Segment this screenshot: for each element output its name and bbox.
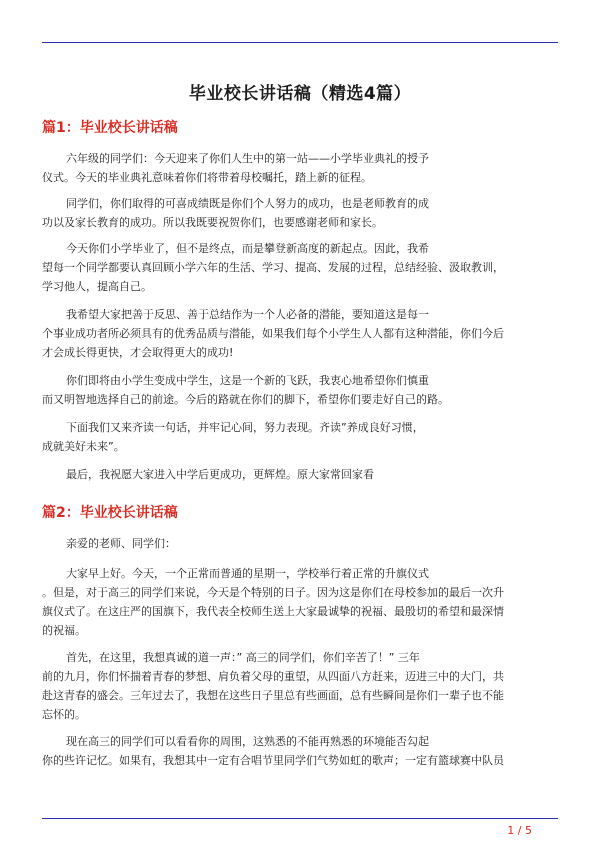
page-number: 1 / 5 [507,824,532,837]
paragraph-line: 。但是，对于高三的同学们来说，今天是个特别的日子。因为这是你们在母校参加的最后一次升 [42,586,504,599]
paragraph [42,149,558,187]
paragraph-line: 忘怀的。 [42,708,86,721]
header-rule [42,42,558,43]
footer-rule [42,818,558,819]
paragraph [42,194,558,232]
paragraph-line: 我希望大家把善于反思、善于总结作为一个人必备的潜能，要知道这是每一 [66,308,429,321]
paragraph-line: 望每一个同学都要认真回顾小学六年的生活、学习、提高、发展的过程，总结经验、汲取教训， [42,261,504,274]
paragraph-line: 的祝福。 [42,624,86,637]
paragraph-line: 个事业成功者所必须具有的优秀品质与潜能，如果我们每个小学生人人都有这种潜能，你们今后 [42,327,504,340]
paragraph [42,305,558,362]
paragraph [42,732,558,770]
paragraph-line: 前的九月，你们怀揣着青春的梦想、肩负着父母的重望，从四面八方赶来，迈进三中的大门，共 [42,670,504,683]
paragraph-line: 旗仪式了。在这庄严的国旗下，我代表全校师生送上大家最诚挚的祝福、最殷切的希望和最深情 [42,605,504,618]
paragraph [42,534,558,553]
paragraph [42,465,558,484]
section-heading-1: 篇1：毕业校长讲话稿 [42,120,178,136]
paragraph-line: 功以及家长教育的成功。所以我既要祝贺你们，也要感谢老师和家长。 [42,216,383,229]
paragraph-line: 今天你们小学毕业了，但不是终点，而是攀登新高度的新起点。因此，我希 [66,242,429,255]
paragraph [42,648,558,724]
paragraph-line: 最后，我祝愿大家进入中学后更成功，更辉煌。原大家常回家看 [66,468,374,481]
paragraph-line: 亲爱的老师、同学们： [66,537,176,550]
document-title: 毕业校长讲话稿（精选4篇） [188,84,412,104]
paragraph [42,564,558,640]
paragraph [42,418,558,456]
paragraph-line: 大家早上好。今天，一个正常而普通的星期一，学校举行着正常的升旗仪式 [66,567,429,580]
paragraph-line: 赴这青春的盛会。三年过去了，我想在这些日子里总有些画面，总有些瞬间是你们一辈子也不能 [42,689,504,702]
paragraph-line: 学习他人，提高自己。 [42,280,152,293]
paragraph-line: 现在高三的同学们可以看看你的周围，这熟悉的不能再熟悉的环境能否勾起 [66,735,429,748]
paragraph-line: 成就美好未来”。 [42,440,125,453]
paragraph-line: 六年级的同学们：今天迎来了你们人生中的第一站——小学毕业典礼的授予 [66,152,429,165]
paragraph-line: 仪式。今天的毕业典礼意味着你们将带着母校嘱托，踏上新的征程。 [42,171,372,184]
paragraph-line: 首先，在这里，我想真诚的道一声：” 高三的同学们，你们辛苦了！” 三年 [66,651,420,664]
paragraph [42,371,558,409]
paragraph [42,239,558,296]
paragraph-line: 你们即将由小学生变成中学生，这是一个新的飞跃，我衷心地希望你们慎重 [66,374,429,387]
paragraph-line: 才会成长得更快，才会取得更大的成功! [42,346,234,359]
section-heading-2: 篇2：毕业校长讲话稿 [42,505,178,521]
paragraph-line: 你的些许记忆。如果有，我想其中一定有合唱节里同学们气势如虹的歌声；一定有篮球赛中队员 [42,754,504,767]
paragraph-line: 而又明智地选择自己的前途。今后的路就在你们的脚下，希望你们要走好自己的路。 [42,393,449,406]
paragraph-line: 下面我们又来齐读一句话，并牢记心间，努力表现。齐读”养成良好习惯， [66,421,424,434]
paragraph-line: 同学们，你们取得的可喜成绩既是你们个人努力的成功，也是老师教育的成 [66,197,429,210]
